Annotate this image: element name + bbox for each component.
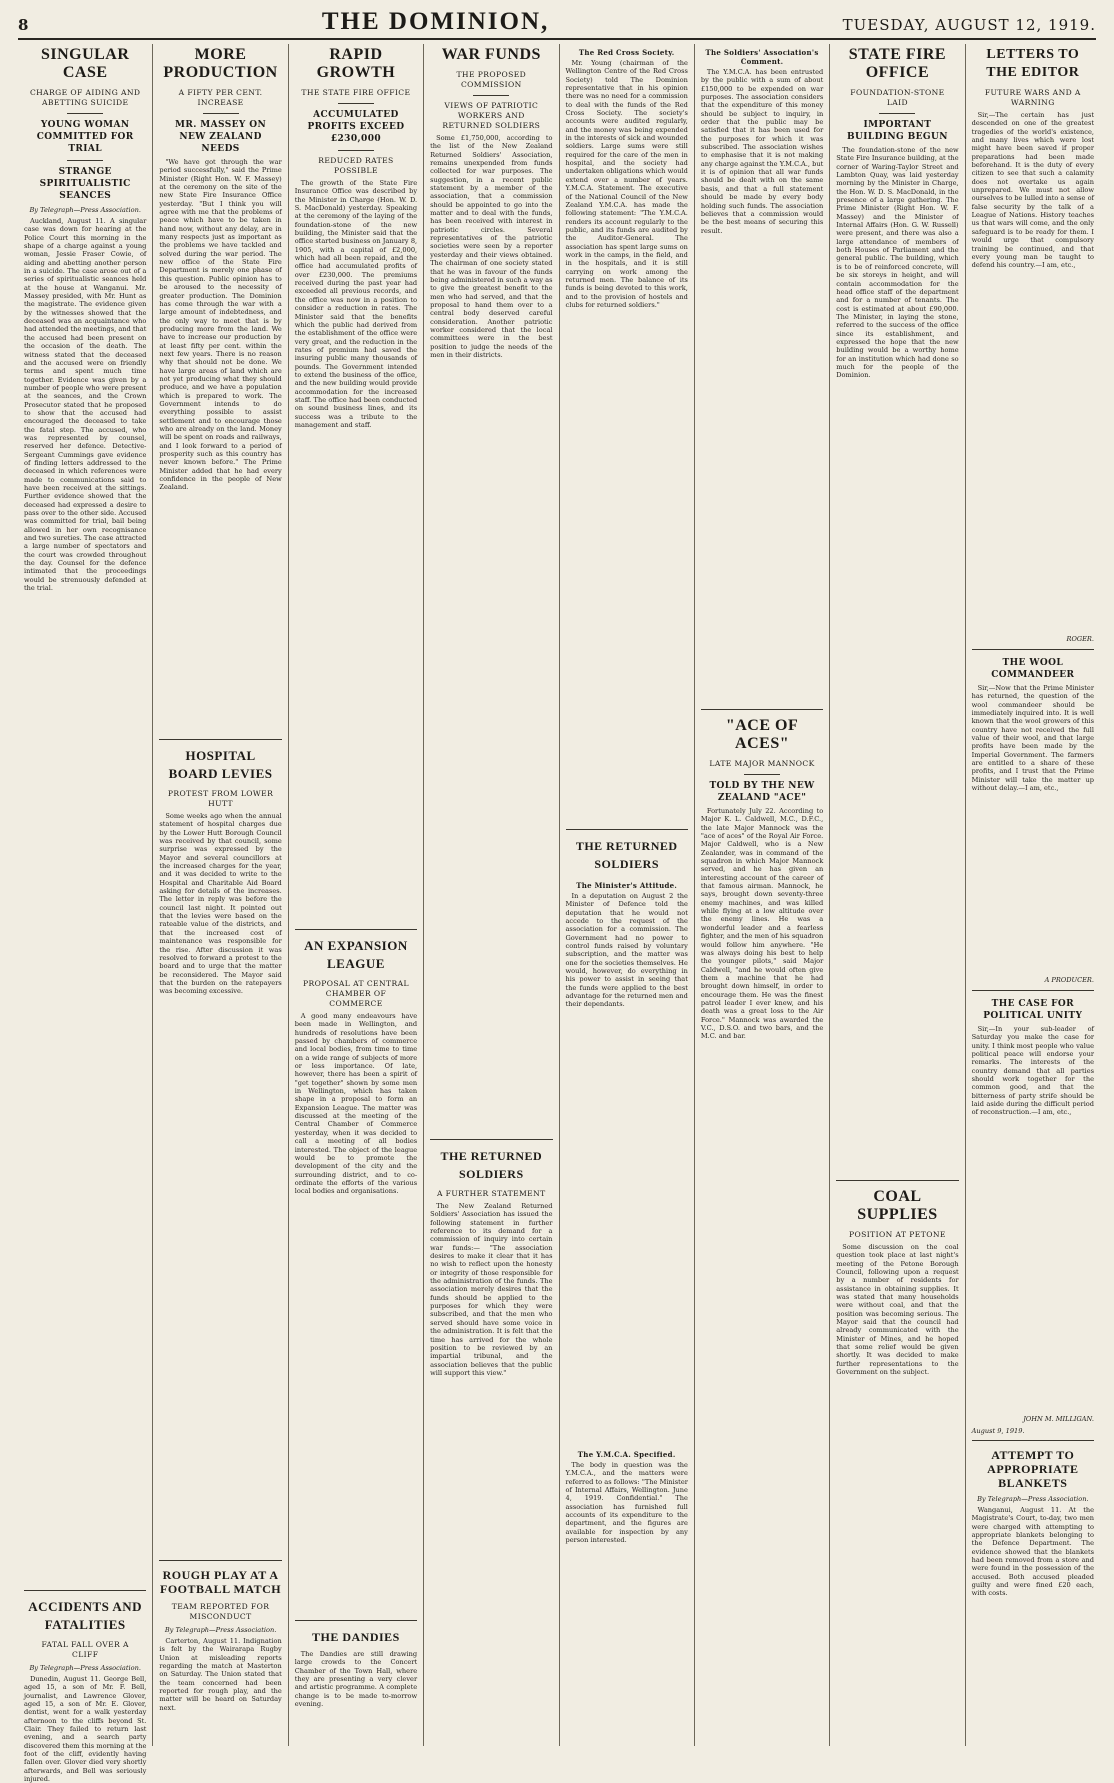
article-more-production [159, 44, 281, 734]
byline: By Telegraph—Press Association. [29, 206, 141, 214]
paragraph: Some weeks ago when the annual statement of hospital charges due by the Lower Hutt Borough Council was received by that council, some surprise was expressed by the Mayor and several councillors at the increased charges for the year, and it was decided to write to the Hospital and Charitable Aid Board asking for details of the increases. The letter in reply was before the council last night. It pointed out that the levies were based on the rateable value of the districts, and that the increased cost of maintenance was responsible for the rise. After discussion it was resolved to forward a protest to the board and to urge that the matter be reconsidered. The Mayor said that the burden on the ratepayers was becoming excessive. [159, 812, 282, 996]
article-ymca-specified [566, 1446, 688, 1746]
article-body [24, 1675, 146, 1783]
column-7 [830, 44, 965, 1746]
paragraph: The growth of the State Fire Insurance Office was described by the Minister in Charge (Hon. W. D. S. MacDonald) yesterday. Speaking at the ceremony of the laying of the foundation-stone of the new building, the Minister said that the office started business on January 8, 1905, with a capital of £2,000, which had all been repaid, and the office had accumulated profits of over £230,000. The premiums received during the past year had exceeded all previous records, and the office was now in a position to consider a reduction in rates. The Minister said that the benefits which the public had derived from the establishment of the office were very great, and the reduction in the rates of premium had saved the insuring public many thousands of pounds. The Government intended to extend the business of the office, and the new building would provide accommodation for the increased staff. The office had been conducted on sound business lines, and its success was a tribute to the management and staff. [294, 179, 418, 429]
article-red-cross [566, 44, 688, 824]
article-body [295, 1650, 417, 1746]
deck: MR. MASSEY ON NEW ZEALAND NEEDS [174, 120, 267, 154]
deck: POSITION AT PETONE [849, 1230, 946, 1239]
divider [430, 1139, 552, 1140]
subheading: The Soldiers' Association's Comment. [705, 48, 819, 66]
divider [295, 1620, 417, 1621]
article-body [159, 158, 281, 734]
column-1 [18, 44, 153, 1783]
divider [67, 113, 103, 114]
headline: "ACE OF ACES" [725, 717, 799, 752]
article-returned-soldiers [430, 1145, 552, 1746]
article-body [972, 1506, 1094, 1746]
paragraph: Sir,—The certain has just descended on one of the greatest tragedies of the world's existence, and many lives which were lost might have been saved if proper preparations had been made beforehand. It is the duty of every citizen to see that such a calamity does not overtake us again unprepared. We must not allow ourselves to be lulled into a sense of false security by the talk of a League of Nations. History teaches us that wars will come, and the only safeguard is to be ready for them. I would urge that compulsory training be continued, and that every young man be taught to defend his country.—I am, etc., [971, 111, 1094, 270]
issue-date: TUESDAY, AUGUST 12, 1919. [842, 16, 1096, 34]
subheading: The Red Cross Society. [578, 48, 675, 57]
divider [473, 95, 509, 96]
paragraph: Dunedin, August 11. George Bell, aged 15, a son of Mr. F. Bell, journalist, and Lawrence Glover, aged 15, a son of Mr. E. Glover, dentist, went for a walk yesterday afternoon to the cliffs beyond St. Clair. They failed to return last evening, and a search party discovered them this morning at the foot of the cliff, evidently having fallen over. Glover died very shortly afterwards, and Bell was seriously injured. [24, 1675, 147, 1783]
paragraph: Some £1,750,000, according to the list of the New Zealand Returned Soldiers' Association, remains unexpended from funds collected for war purposes. The suggestion, in a recent public statement by a member of the association, that a commission should be appointed to go into the matter and to deal with the funds, has been received with interest in patriotic circles. Several representatives of the patriotic societies were seen by a reporter yesterday and their views obtained. The chairman of one society stated that he was in favour of the funds being administered in such a way as to give the greatest benefit to the men who had served, and that the proposal to hand them over to a central body deserved careful consideration. Another patriotic worker considered that the local committees were in the best position to judge the needs of the men in their districts. [430, 134, 553, 359]
paragraph: Mr. Young (chairman of the Wellington Centre of the Red Cross Society) told The Dominion representative that in his opinion there was no need for a commission to deal with the funds of the Red Cross Society. The society's accounts were audited regularly, and the money was being expended in the interests of sick and wounded soldiers. Large sums were still required for the care of the men in hospital, and the society had undertaken obligations which would extend over a number of years. Y.M.C.A. Statement. The executive of the National Council of the New Zealand Y.M.C.A. has made the following statement: "The Y.M.C.A. renders its account regularly to the public, and its funds are audited by the Auditor-General. The association has spent large sums on work in the camps, in the field, and in the hospitals, and it is still carrying on work among the returned men. The balance of its funds is being devoted to this work, and to the provision of hostels and clubs for returned soldiers." [565, 59, 688, 309]
article-body [566, 59, 688, 824]
divider [836, 1180, 958, 1181]
column-4 [424, 44, 559, 1746]
paragraph: Wanganui, August 11. At the Magistrate's Court, to-day, two men were charged with attempting to appropriate blankets belonging to the Defence Department. The evidence showed that the blankets had been removed from a store and were found in the possession of the accused. Both accused pleaded guilty and were fined £20 each, with costs. [971, 1506, 1094, 1598]
headline: COAL SUPPLIES [857, 1188, 938, 1223]
column-5 [560, 44, 695, 1746]
deck: PROTEST FROM LOWER HUTT [167, 789, 274, 808]
headline: RAPID GROWTH [316, 46, 396, 81]
divider [338, 103, 374, 104]
divider [67, 160, 103, 161]
divider [972, 649, 1094, 650]
column-6 [695, 44, 830, 1746]
article-soldiers-comment [701, 44, 823, 704]
article-dandies [295, 1626, 417, 1746]
column-8 [966, 44, 1100, 1746]
headline: THE DANDIES [312, 1630, 400, 1644]
deck: THE PROPOSED COMMISSION [456, 70, 527, 89]
headline: STATE FIRE OFFICE [848, 46, 947, 81]
deck: THE STATE FIRE OFFICE [301, 88, 411, 97]
article-body [972, 684, 1094, 975]
paragraph: In a deputation on August 2 the Minister of Defence told the deputation that he would not accede to the request of the association for a commission. The Government had no power to control funds raised by voluntary subscription, and the matter was one for the societies themselves. He would, however, do everything in his power to assist in seeing that the funds were applied to the best advantage for the returned men and their dependants. [565, 892, 688, 1009]
paragraph: The Y.M.C.A. has been entrusted by the public with a sum of about £150,000 to be expended on war purposes. The association considers that the expenditure of this money should be subject to inquiry, in order that the public may be satisfied that it has been used for the purposes for which it was subscribed. The association wishes to emphasise that it is not making any charge against the Y.M.C.A., but it is of opinion that all war funds should be dealt with on the same basis, and that a full statement should be made by every body holding such funds. The association believes that a commission would be the best means of securing this result. [700, 68, 824, 235]
deck: IMPORTANT BUILDING BEGUN [846, 120, 948, 142]
headline: HOSPITAL BOARD LEVIES [168, 748, 273, 781]
divider [744, 774, 780, 775]
divider [338, 150, 374, 151]
deck: A FIFTY PER CENT. INCREASE [178, 88, 263, 107]
deck: CHARGE OF AIDING AND ABETTING SUICIDE [29, 88, 141, 107]
headline: THE RETURNED SOLDIERS [575, 839, 678, 871]
article-body [836, 1243, 958, 1746]
article-body [972, 1025, 1094, 1414]
paragraph: The New Zealand Returned Soldiers' Association has issued the following statement in further reference to its demand for a commission of inquiry into certain war funds:— "The association desires to make it clear that it has no wish to reflect upon the honesty or integrity of those responsible for the administration of the funds. The association merely desires that the funds should be applied to the purposes for which they were subscribed, and that the men who served should have some voice in the administration. It is felt that the time has arrived for the whole position to be reviewed by an impartial tribunal, and the association believes that the public will support this view." [430, 1202, 553, 1377]
article-ace-of-aces [701, 715, 823, 1746]
byline: By Telegraph—Press Association. [29, 1664, 141, 1672]
divider [24, 1590, 146, 1591]
paragraph: The Dandies are still drawing large crowds to the Concert Chamber of the Town Hall, where they are presenting a very clever and artistic programme. A complete change is to be made to-morrow evening. [294, 1650, 418, 1709]
headline: THE RETURNED SOLDIERS [440, 1149, 543, 1181]
paragraph: Auckland, August 11. A singular case was down for hearing at the Police Court this morning in the shape of a charge against a young woman, Jessie Fraser Cowie, of aiding and abetting another person in a suicide. The case arose out of a series of spiritualistic seances held at the house at Wanganui. Mr. Massey presided, with Mr. Hunt as the magistrate. The evidence given by the witnesses showed that the deceased was an acquaintance who had attended the meetings, and that the accused had been present on the occasion of the death. The witness stated that the deceased and the accused were on friendly terms and spent much time together. Evidence was given by a number of people who were present at the seances, and the Crown Prosecutor stated that he proposed to show that the accused had encouraged the deceased to take the fatal step. The accused, who was represented by counsel, reserved her defence. Detective-Sergeant Cummings gave evidence of finding letters addressed to the deceased in which references were made to communications said to have been received at the sittings. Further evidence showed that the deceased had expressed a desire to pass over to the other side. Accused was committed for trial, bail being allowed in her own recognisance and two sureties. The case attracted a large number of spectators and the court was crowded throughout the day. Counsel for the defence intimated that the proceedings would be strenuously defended at the trial. [24, 217, 147, 593]
byline: By Telegraph—Press Association. [977, 1495, 1089, 1503]
paragraph: Sir,—In your sub-leader of Saturday you make the case for unity. I think most people who value political peace will endorse your remarks. The interests of the country demand that all parties should work together for the common good, and that the bitterness of party strife should be laid aside during the difficult period of reconstruction.—I am, etc., [971, 1025, 1094, 1117]
page-number: 8 [18, 16, 29, 34]
letter-future-wars [972, 44, 1094, 644]
letter-political-unity [972, 996, 1094, 1435]
column-3 [289, 44, 424, 1746]
deck: STRANGE SPIRITUALISTIC SEANCES [39, 167, 131, 201]
headline: THE WOOL COMMANDEER [991, 658, 1075, 680]
headline: ACCIDENTS AND FATALITIES [28, 1599, 143, 1632]
article-coal-supplies [836, 1186, 958, 1746]
divider [566, 829, 688, 830]
deck: REDUCED RATES POSSIBLE [318, 156, 394, 175]
article-body [566, 892, 688, 1446]
article-hospital-board [159, 745, 281, 1555]
deck: LATE MAJOR MANNOCK [709, 759, 815, 768]
paragraph: Carterton, August 11. Indignation is felt by the Wairarapa Rugby Union at misleading reports regarding the match at Masterton on Saturday. The Union stated that the team concerned had been reported for rough play, and the matter will be heard on Saturday next. [159, 1637, 282, 1712]
divider [972, 990, 1094, 991]
deck: A FURTHER STATEMENT [436, 1189, 546, 1198]
article-singular-case [24, 44, 146, 1585]
paragraph: Fortunately July 22. According to Major K. L. Caldwell, M.C., D.F.C., the late Major Mannock was the "ace of aces" of the Royal Air Force. Major Caldwell, who is a New Zealander, was in command of the squadron in which Major Mannock served, and he has given an interesting account of the career of that famous airman. Mannock, he says, brought down seventy-three enemy machines, and was killed while flying at a low altitude over the enemy lines. He was a wonderful leader and a fearless fighter, and the men of his squadron would follow him anywhere. "He was always doing his best to help the younger pilots," said Major Caldwell, "and he would often give them a machine that he had brought down himself, in order to encourage them. He was the finest patrol leader I ever knew, and his death was a great loss to the Air Force." Mannock was awarded the V.C., D.S.O. and two bars, and the M.C. and bar. [700, 807, 824, 1041]
signoff: A PRODUCER. [1044, 975, 1094, 984]
subheading: The Minister's Attitude. [576, 881, 678, 890]
deck: TOLD BY THE NEW ZEALAND "ACE" [709, 781, 815, 803]
columns [18, 44, 1100, 1783]
divider [972, 1440, 1094, 1441]
headline: WAR FUNDS [441, 46, 541, 63]
deck: TEAM REPORTED FOR MISCONDUCT [171, 1602, 270, 1621]
signoff: JOHN M. MILLIGAN. [1023, 1415, 1094, 1423]
article-body [24, 217, 146, 1585]
headline: ATTEMPT TO APPROPRIATE BLANKETS [987, 1448, 1079, 1490]
article-body [972, 111, 1094, 634]
paragraph: Sir,—Now that the Prime Minister has returned, the question of the wool commandeer should be immediately inquired into. It is well known that the wool growers of this country have not received the full value of their wool, and that large profits have been made by the Imperial Government. The farmers are entitled to a share of these profits, and I trust that the Prime Minister will take the matter up without delay.—I am, etc., [971, 684, 1094, 793]
article-accidents [24, 1596, 147, 1783]
article-rapid-growth [295, 44, 417, 924]
divider [701, 709, 823, 710]
deck: VIEWS OF PATRIOTIC WORKERS AND RETURNED SOLDIERS [442, 101, 541, 130]
article-state-fire-office [836, 44, 958, 1175]
letter-wool-commandeer [972, 655, 1094, 985]
article-returned-soldiers-2 [566, 835, 688, 1446]
headline: THE CASE FOR POLITICAL UNITY [983, 999, 1083, 1021]
headline: SINGULAR CASE [40, 46, 130, 81]
column-2 [153, 44, 288, 1746]
article-body [430, 134, 552, 1134]
article-body [159, 812, 281, 1555]
headline: AN EXPANSION LEAGUE [304, 938, 408, 971]
paragraph: Some discussion on the coal question took place at last night's meeting of the Petone Borough Council, following upon a request by a number of residents for assistance in obtaining supplies. It was stated that many households were without coal, and that the position was becoming serious. The Mayor said that the council had already communicated with the Minister of Mines, and he hoped that some relief would be given shortly. It was decided to make further representations to the Government on the subject. [836, 1243, 959, 1377]
article-body [701, 807, 823, 1746]
paragraph: The foundation-stone of the new State Fire Insurance building, at the corner of Waring-Taylor Street and Lambton Quay, was laid yesterday morning by the Minister in Charge, the Hon. W. D. S. MacDonald, in the presence of a large gathering. The Prime Minister (Right Hon. W. F. Massey) and the Minister of Internal Affairs (Hon. G. W. Russell) were present, and there was also a large attendance of members of both Houses of Parliament and the general public. The building, which is to be of reinforced concrete, will be six storeys in height, and will contain accommodation for the head office staff of the department and for a number of tenants. The cost is estimated at about £90,000. The Minister, in laying the stone, referred to the success of the office since its establishment, and expressed the hope that the new building would be a worthy home for an institution which had done so much for the people of the Dominion. [836, 146, 959, 380]
signoff: ROGER. [1066, 634, 1094, 643]
article-body [295, 1012, 417, 1615]
masthead [18, 4, 1096, 40]
article-body [701, 68, 823, 704]
subheading: The Y.M.C.A. Specified. [577, 1450, 676, 1459]
dateline: August 9, 1919. [971, 1426, 1025, 1435]
divider [159, 1560, 281, 1561]
article-body [159, 1637, 281, 1746]
deck: ACCUMULATED PROFITS EXCEED £230,000 [307, 110, 405, 144]
divider [879, 113, 915, 114]
deck: FATAL FALL OVER A CLIFF [41, 1640, 129, 1659]
headline: ROUGH PLAY AT A FOOTBALL MATCH [160, 1568, 282, 1596]
newspaper-title: THE DOMINION, [321, 8, 550, 35]
paragraph: "We have got through the war period successfully," said the Prime Minister (Right Hon. W. F. Massey) at the ceremony on the site of the new State Fire Insurance Office yesterday. "But I think you will agree with me that the problems of peace which have to be taken in hand now, without any delay, are in many respects just as important as the problems we have tackled and solved during the war period. The new office of the State Fire Department is merely one phase of this question. Public opinion has to be aroused to the necessity of greater production. The Dominion has come through the war with a large amount of indebtedness, and the only way to meet that is by producing more from the land. We have to increase our production by at least fifty per cent. within the next few years. There is no reason why that should not be done. We have large areas of land which are not yet producing what they should produce, and we have a population which is prepared to work. The Government intends to do everything possible to assist settlement and to encourage those who are already on the land. Money will be spent on roads and railways, and I look forward to a period of prosperity such as this country has never known before." The Prime Minister added that he had every confidence in the people of New Zealand. [159, 158, 282, 492]
article-body [430, 1202, 552, 1746]
divider [159, 739, 281, 740]
article-war-funds [430, 44, 552, 1134]
divider [295, 929, 417, 930]
divider [203, 113, 239, 114]
article-body [295, 179, 417, 924]
paragraph: A good many endeavours have been made in Wellington, and hundreds of resolutions have been passed by chambers of commerce and local bodies, from time to time on a wide range of subjects of more or less importance. Of late, however, there has been a spirit of "get together" shown by some men in Wellington, which has taken shape in a proposal to form an Expansion League. The matter was discussed at the meeting of the Central Chamber of Commerce yesterday, when it was decided to call a meeting of all bodies interested. The object of the league would be to promote the development of the city and the surrounding district, and to co-ordinate the efforts of the various local bodies and organisations. [294, 1012, 418, 1196]
article-body [566, 1461, 688, 1746]
deck: FOUNDATION-STONE LAID [850, 88, 945, 107]
headline: LETTERS TO THE EDITOR [986, 47, 1080, 80]
article-rough-play [159, 1566, 281, 1746]
deck: FUTURE WARS AND A WARNING [984, 88, 1081, 107]
paragraph: The body in question was the Y.M.C.A., and the matters were referred to as follows: "The Minister of Internal Affairs, Wellington. June 4, 1919. Confidential." The association has furnished full accounts of its expenditure to the department, and the figures are available for inspection by any person interested. [565, 1461, 688, 1545]
deck: YOUNG WOMAN COMMITTED FOR TRIAL [36, 120, 134, 154]
byline: By Telegraph—Press Association. [164, 1626, 277, 1634]
article-expansion-league [295, 935, 417, 1615]
article-blankets [972, 1446, 1094, 1746]
headline: MORE PRODUCTION [163, 46, 278, 81]
deck: PROPOSAL AT CENTRAL CHAMBER OF COMMERCE [302, 979, 409, 1008]
article-body [836, 146, 958, 1175]
